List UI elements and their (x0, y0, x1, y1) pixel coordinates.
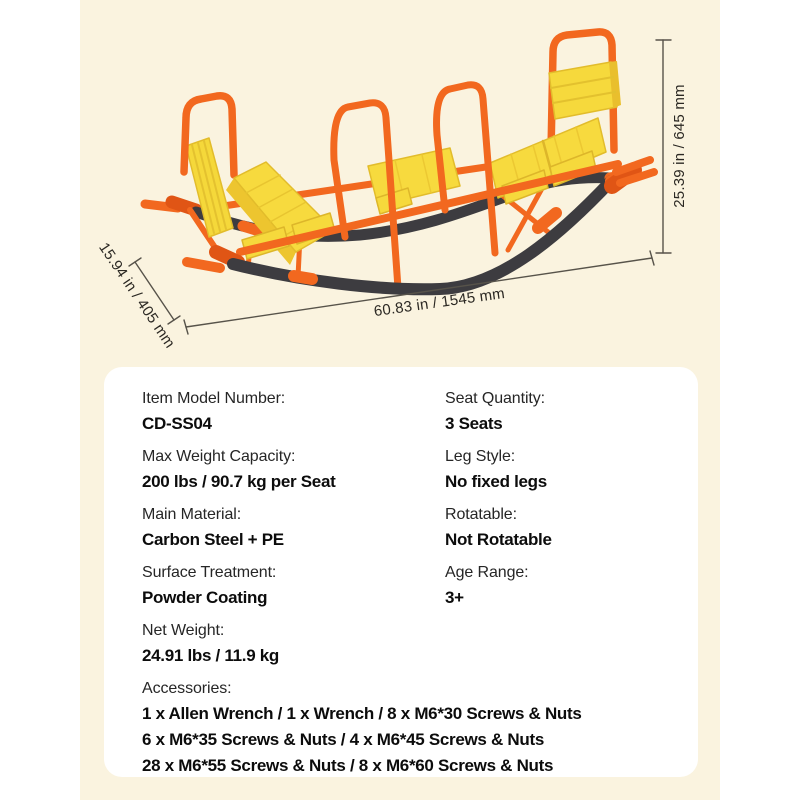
accessories-line: 6 x M6*35 Screws & Nuts / 4 x M6*45 Screws & Nuts (142, 730, 544, 749)
height-dimension-label: 25.39 in / 645 mm (671, 84, 688, 208)
spec-value: 24.91 lbs / 11.9 kg (142, 646, 280, 665)
spec-item-model-number (142, 386, 445, 437)
center-handle-hoop (334, 103, 398, 288)
spec-value: Not Rotatable (445, 530, 552, 549)
spec-seat-quantity (445, 386, 680, 437)
product-illustration (80, 0, 720, 360)
accessories-line: 1 x Allen Wrench / 1 x Wrench / 8 x M6*30 Screws & Nuts (142, 704, 582, 723)
spec-main-material (142, 502, 445, 553)
spec-value: Carbon Steel + PE (142, 530, 284, 549)
spec-value: CD-SS04 (142, 414, 212, 433)
spec-label: Max Weight Capacity: (142, 448, 296, 465)
spec-value: No fixed legs (445, 472, 547, 491)
back-rocker-joint (243, 226, 259, 231)
spec-value: 3 Seats (445, 414, 503, 433)
spec-label: Net Weight: (142, 622, 225, 639)
spec-label: Age Range: (445, 564, 529, 581)
spec-net-weight (142, 618, 445, 669)
front-left-handle (187, 262, 220, 268)
spec-label: Surface Treatment: (142, 564, 277, 581)
spec-label: Rotatable: (445, 506, 517, 523)
spec-value: Powder Coating (142, 588, 268, 607)
spec-grid (104, 367, 698, 786)
spec-label: Accessories: (142, 680, 232, 697)
left-backrest (186, 138, 233, 237)
spec-leg-style (445, 444, 680, 495)
spec-age-range (445, 560, 680, 611)
spec-value: 200 lbs / 90.7 kg per Seat (142, 472, 336, 491)
spec-max-weight-capacity (142, 444, 445, 495)
spec-label: Main Material: (142, 506, 242, 523)
spec-card (104, 367, 698, 777)
spec-value: 3+ (445, 588, 464, 607)
spec-label: Item Model Number: (142, 390, 286, 407)
front-rocker-joint (538, 213, 556, 228)
length-dimension-label: 60.83 in / 1545 mm (372, 284, 506, 321)
spec-label: Leg Style: (445, 448, 516, 465)
spec-surface-treatment (142, 560, 445, 611)
spec-label: Seat Quantity: (445, 390, 545, 407)
depth-dimension-label: 15.94 in / 405 mm (95, 239, 179, 352)
spec-rotatable (445, 502, 680, 553)
accessories-line: 28 x M6*55 Screws & Nuts / 8 x M6*60 Screws & Nuts (142, 756, 554, 775)
front-rocker-joint (294, 276, 312, 279)
spec-accessories (142, 676, 680, 779)
